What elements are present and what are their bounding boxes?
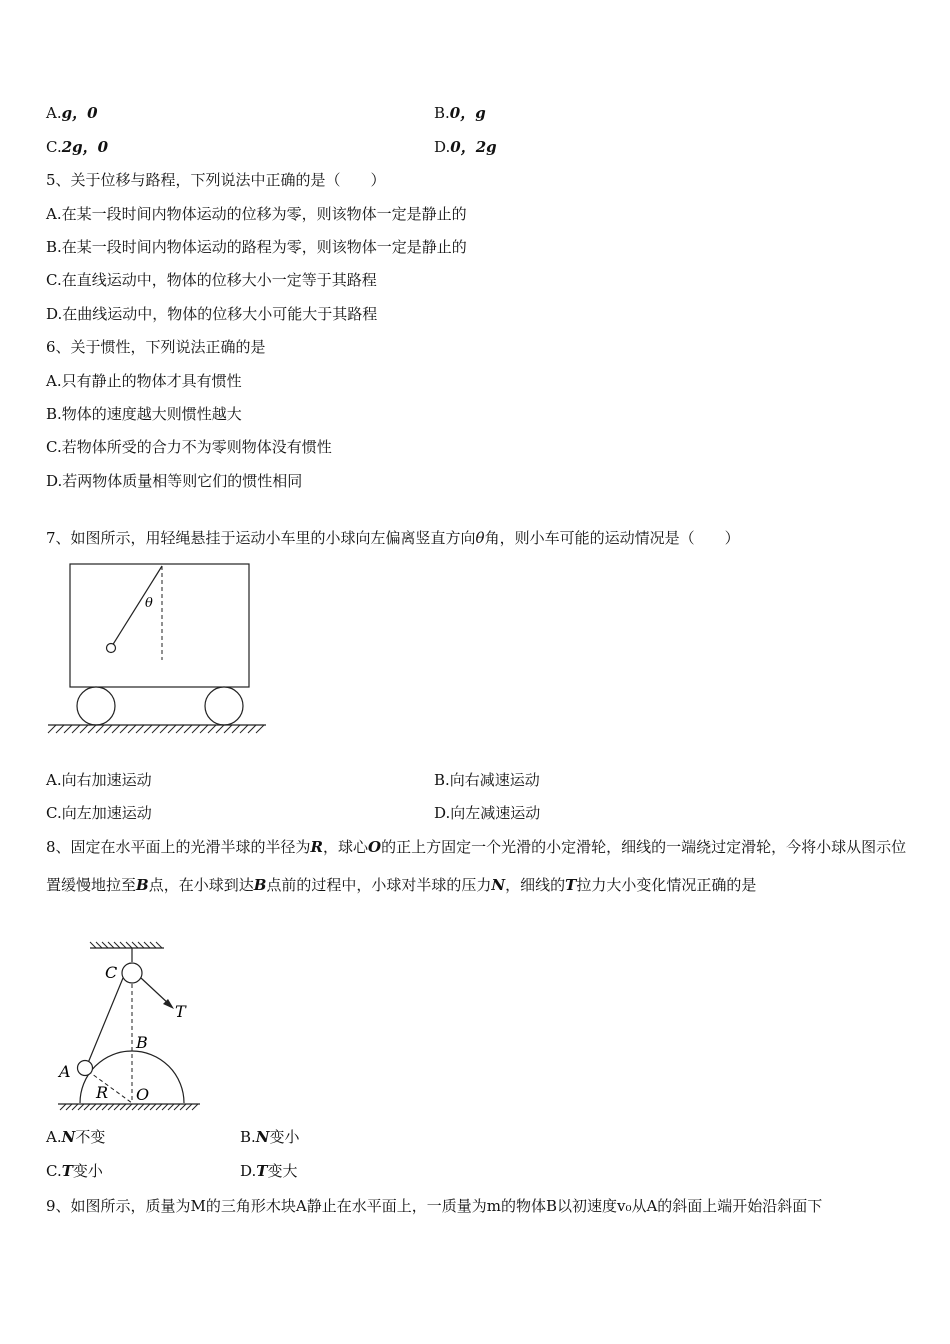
q4-option-b-value: 0，g — [449, 104, 486, 122]
hatch-mark — [150, 942, 156, 948]
q6-option-b: B.物体的速度越大则惯性越大 — [46, 405, 242, 423]
hatch-mark — [72, 725, 80, 733]
hatch-mark — [152, 725, 160, 733]
q7-option-d: D.向左减速运动 — [434, 804, 541, 822]
hatch-mark — [150, 1104, 156, 1110]
hatch-mark — [240, 725, 248, 733]
left-wheel — [77, 687, 115, 725]
hatch-mark — [108, 1104, 114, 1110]
q4-option-c: C.2g，0 — [46, 138, 109, 156]
q4-option-b: B.0，g — [434, 104, 486, 122]
hatch-mark — [174, 1104, 180, 1110]
hatch-mark — [128, 725, 136, 733]
label-o: O — [136, 1085, 150, 1104]
q4-option-c-value: 2g，0 — [61, 138, 109, 156]
hatch-mark — [90, 1104, 96, 1110]
hatch-mark — [144, 942, 150, 948]
q7-cart-figure — [44, 560, 274, 740]
q7-option-c: C.向左加速运动 — [46, 804, 152, 822]
q6-option-c: C.若物体所受的合力不为零则物体没有惯性 — [46, 438, 332, 456]
hatch-mark — [144, 1104, 150, 1110]
hatch-mark — [90, 942, 96, 948]
hatch-mark — [162, 1104, 168, 1110]
hatch-mark — [104, 725, 112, 733]
hatch-mark — [96, 725, 104, 733]
right-wheel — [205, 687, 243, 725]
hatch-mark — [200, 725, 208, 733]
hatch-mark — [156, 942, 162, 948]
theta-label: θ — [145, 596, 153, 611]
q4-option-a-value: g，0 — [61, 104, 98, 122]
ball-a — [78, 1061, 93, 1076]
hatch-mark — [66, 1104, 72, 1110]
hatch-mark — [126, 1104, 132, 1110]
hatch-mark — [48, 725, 56, 733]
hatch-mark — [168, 725, 176, 733]
q7-option-a: A.向右加速运动 — [46, 771, 152, 789]
hatch-mark — [184, 725, 192, 733]
q8-part: R — [310, 838, 324, 856]
hatch-mark — [112, 725, 120, 733]
hatch-mark — [144, 725, 152, 733]
hatch-mark — [156, 1104, 162, 1110]
q8-part: 8、固定在水平面上的光滑半球的半径为 — [46, 838, 311, 856]
q8-option-c: C.T变小 — [46, 1162, 103, 1180]
hatch-mark — [138, 1104, 144, 1110]
q8-part: 的正上方固定一个光滑的小定滑轮，细线的一端绕过定滑轮，今将小球从图示位置缓慢地拉至 — [46, 838, 907, 894]
q8-part: 点，在小球到达 — [148, 876, 254, 894]
hatch-mark — [64, 725, 72, 733]
string-line — [112, 566, 162, 646]
hatch-mark — [160, 725, 168, 733]
q8-part: N — [491, 876, 506, 894]
label-r: R — [96, 1083, 109, 1102]
hatch-mark — [114, 942, 120, 948]
label-a: A — [59, 1062, 71, 1081]
hatch-mark — [126, 942, 132, 948]
rope-tension — [141, 978, 170, 1005]
hatch-mark — [136, 725, 144, 733]
rope-to-ball — [88, 978, 123, 1063]
q4-option-d-value: 0，2g — [450, 138, 497, 156]
hatch-mark — [96, 942, 102, 948]
q4-option-d: D.0，2g — [434, 138, 497, 156]
radius-dashed-line — [88, 1071, 132, 1103]
hatch-mark — [248, 725, 256, 733]
q8-part: B — [253, 876, 267, 894]
hatch-mark — [180, 1104, 186, 1110]
hatch-mark — [96, 1104, 102, 1110]
q7-option-b: B.向右减速运动 — [434, 771, 540, 789]
q8-part: ，细线的 — [505, 876, 566, 894]
hatch-mark — [216, 725, 224, 733]
hatch-mark — [168, 1104, 174, 1110]
q8-part: T — [565, 876, 577, 894]
q7-stem: 7、如图所示，用轻绳悬挂于运动小车里的小球向左偏离竖直方向θ角，则小车可能的运动情况是（ ） — [46, 529, 740, 547]
q8-option-d: D.T变大 — [240, 1162, 298, 1180]
q8-part: O — [368, 838, 382, 856]
ground-hatching — [60, 1104, 198, 1110]
hatch-mark — [232, 725, 240, 733]
label-t: T — [175, 1002, 186, 1021]
label-b: B — [136, 1033, 148, 1052]
hatch-mark — [84, 1104, 90, 1110]
hatch-mark — [186, 1104, 192, 1110]
hatch-mark — [132, 1104, 138, 1110]
hatch-mark — [224, 725, 232, 733]
hatch-mark — [120, 725, 128, 733]
hatch-mark — [120, 1104, 126, 1110]
ceiling-hatching — [90, 942, 162, 948]
pendulum-ball — [107, 644, 116, 653]
hatch-mark — [56, 725, 64, 733]
hatch-mark — [192, 1104, 198, 1110]
q8-hemisphere-figure — [50, 938, 220, 1113]
hatch-mark — [88, 725, 96, 733]
q8-part: 点前的过程中，小球对半球的压力 — [266, 876, 492, 894]
hatch-mark — [108, 942, 114, 948]
q5-option-d: D.在曲线运动中，物体的位移大小可能大于其路程 — [46, 305, 378, 323]
q6-option-a: A.只有静止的物体才具有惯性 — [46, 372, 242, 390]
ground-hatching — [48, 725, 264, 733]
q6-stem: 6、关于惯性，下列说法正确的是 — [46, 338, 266, 356]
label-c: C — [105, 963, 118, 982]
q6-option-d: D.若两物体质量相等则它们的惯性相同 — [46, 472, 303, 490]
q8-part: ，球心 — [323, 838, 369, 856]
hatch-mark — [192, 725, 200, 733]
hatch-mark — [72, 1104, 78, 1110]
q8-option-a: A.N不变 — [46, 1128, 106, 1146]
q8-stem — [46, 828, 908, 904]
hatch-mark — [120, 942, 126, 948]
q5-stem: 5、关于位移与路程，下列说法中正确的是（ ） — [46, 171, 386, 189]
q5-option-a: A.在某一段时间内物体运动的位移为零，则该物体一定是静止的 — [46, 205, 467, 223]
hatch-mark — [114, 1104, 120, 1110]
pulley — [122, 963, 142, 983]
hatch-mark — [176, 725, 184, 733]
q8-part: B — [136, 876, 149, 894]
q8-option-b: B.N变小 — [240, 1128, 300, 1146]
hatch-mark — [78, 1104, 84, 1110]
q5-option-c: C.在直线运动中，物体的位移大小一定等于其路程 — [46, 271, 377, 289]
hatch-mark — [80, 725, 88, 733]
hatch-mark — [208, 725, 216, 733]
hatch-mark — [102, 1104, 108, 1110]
hatch-mark — [138, 942, 144, 948]
hatch-mark — [60, 1104, 66, 1110]
q4-option-a: A.g，0 — [46, 104, 98, 122]
hatch-mark — [256, 725, 264, 733]
q8-part: 拉力大小变化情况正确的是 — [576, 876, 757, 894]
hatch-mark — [132, 942, 138, 948]
q9-stem: 9、如图所示，质量为M的三角形木块A静止在水平面上，一质量为m的物体B以初速度v₀从A的斜面上端开始沿斜面下 — [46, 1197, 823, 1215]
cart-body — [70, 564, 249, 687]
q5-option-b: B.在某一段时间内物体运动的路程为零，则该物体一定是静止的 — [46, 238, 467, 256]
hatch-mark — [102, 942, 108, 948]
